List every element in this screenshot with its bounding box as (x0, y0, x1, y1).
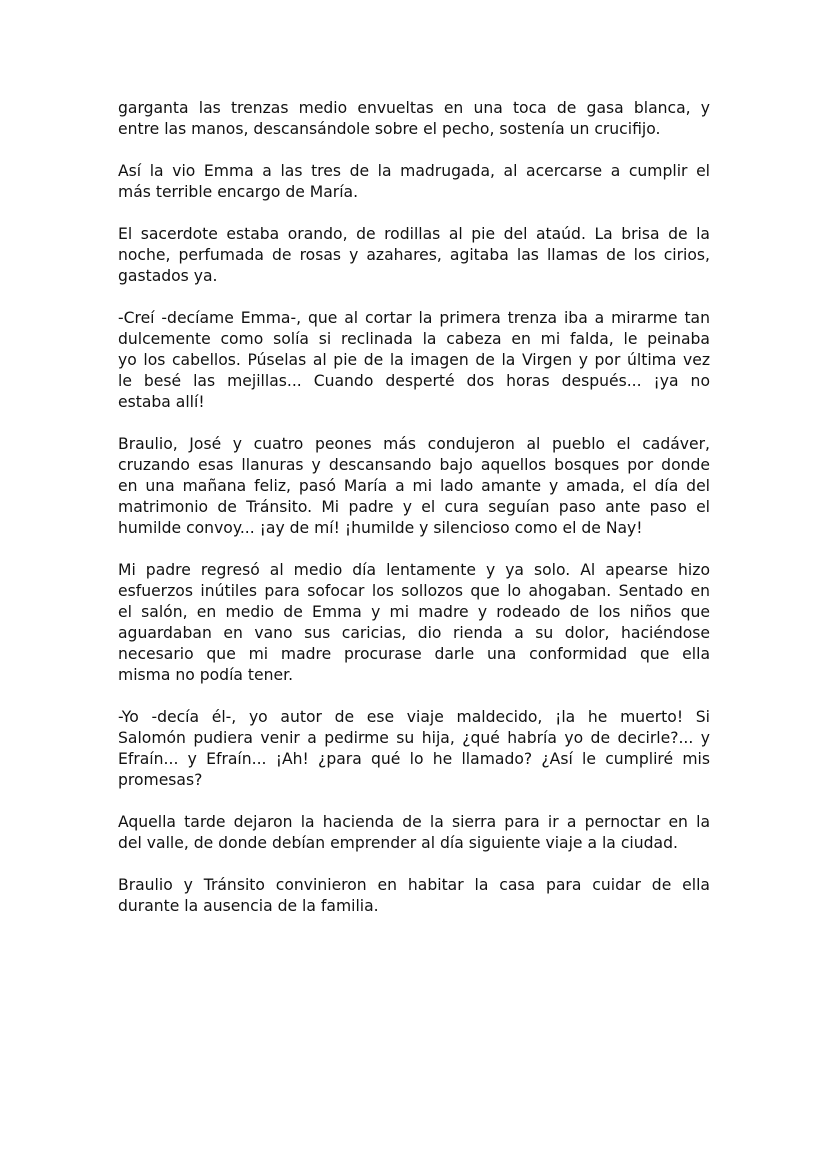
text-line: cruzando esas llanuras y descansando bajo aquellos bosques por donde (118, 456, 710, 474)
text-line: -Creí -decíame Emma-, que al cortar la primera trenza iba a mirarme tan (118, 309, 710, 327)
paragraph-5 (118, 434, 710, 539)
paragraph-2 (118, 161, 710, 203)
text-line: le besé las mejillas... Cuando desperté dos horas después... ¡ya no (118, 372, 710, 390)
paragraph-1 (118, 98, 710, 140)
text-line: del valle, de donde debían emprender al día siguiente viaje a la ciudad. (118, 834, 678, 852)
text-line: el salón, en medio de Emma y mi madre y rodeado de los niños que (118, 603, 710, 621)
text-line: Mi padre regresó al medio día lentamente y ya solo. Al apearse hizo (118, 561, 710, 579)
text-line: misma no podía tener. (118, 666, 294, 684)
text-line: promesas? (118, 771, 203, 789)
text-line: noche, perfumada de rosas y azahares, agitaba las llamas de los cirios, (118, 246, 710, 264)
document-page (118, 98, 710, 938)
text-line: Salomón pudiera venir a pedirme su hija, ¿qué habría yo de decirle?... y (118, 729, 710, 747)
text-line: Aquella tarde dejaron la hacienda de la sierra para ir a pernoctar en la (118, 813, 710, 831)
text-line: Efraín... y Efraín... ¡Ah! ¿para qué lo he llamado? ¿Así le cumpliré mis (118, 750, 710, 768)
text-line: yo los cabellos. Púselas al pie de la imagen de la Virgen y por última vez (118, 351, 710, 369)
text-line: Braulio, José y cuatro peones más condujeron al pueblo el cadáver, (118, 435, 710, 453)
text-line: Braulio y Tránsito convinieron en habitar la casa para cuidar de ella (118, 876, 710, 894)
text-line: más terrible encargo de María. (118, 183, 359, 201)
text-line: matrimonio de Tránsito. Mi padre y el cura seguían paso ante paso el (118, 498, 710, 516)
text-line: necesario que mi madre procurase darle una conformidad que ella (118, 645, 710, 663)
text-line: Así la vio Emma a las tres de la madrugada, al acercarse a cumplir el (118, 162, 710, 180)
text-line: durante la ausencia de la familia. (118, 897, 379, 915)
text-line: esfuerzos inútiles para sofocar los sollozos que lo ahogaban. Sentado en (118, 582, 710, 600)
text-line: aguardaban en vano sus caricias, dio rienda a su dolor, haciéndose (118, 624, 710, 642)
paragraph-4 (118, 308, 710, 413)
text-line: gastados ya. (118, 267, 218, 285)
paragraph-3 (118, 224, 710, 287)
text-line: humilde convoy... ¡ay de mí! ¡humilde y silencioso como el de Nay! (118, 519, 643, 537)
paragraph-8 (118, 812, 710, 854)
text-line: en una mañana feliz, pasó María a mi lado amante y amada, el día del (118, 477, 710, 495)
paragraph-6 (118, 560, 710, 686)
text-line: entre las manos, descansándole sobre el pecho, sostenía un crucifijo. (118, 120, 661, 138)
text-line: estaba allí! (118, 393, 205, 411)
paragraph-9 (118, 875, 710, 917)
text-line: -Yo -decía él-, yo autor de ese viaje maldecido, ¡la he muerto! Si (118, 708, 710, 726)
text-line: garganta las trenzas medio envueltas en una toca de gasa blanca, y (118, 99, 710, 117)
text-line: dulcemente como solía si reclinada la cabeza en mi falda, le peinaba (118, 330, 710, 348)
paragraph-7 (118, 707, 710, 791)
text-line: El sacerdote estaba orando, de rodillas al pie del ataúd. La brisa de la (118, 225, 710, 243)
